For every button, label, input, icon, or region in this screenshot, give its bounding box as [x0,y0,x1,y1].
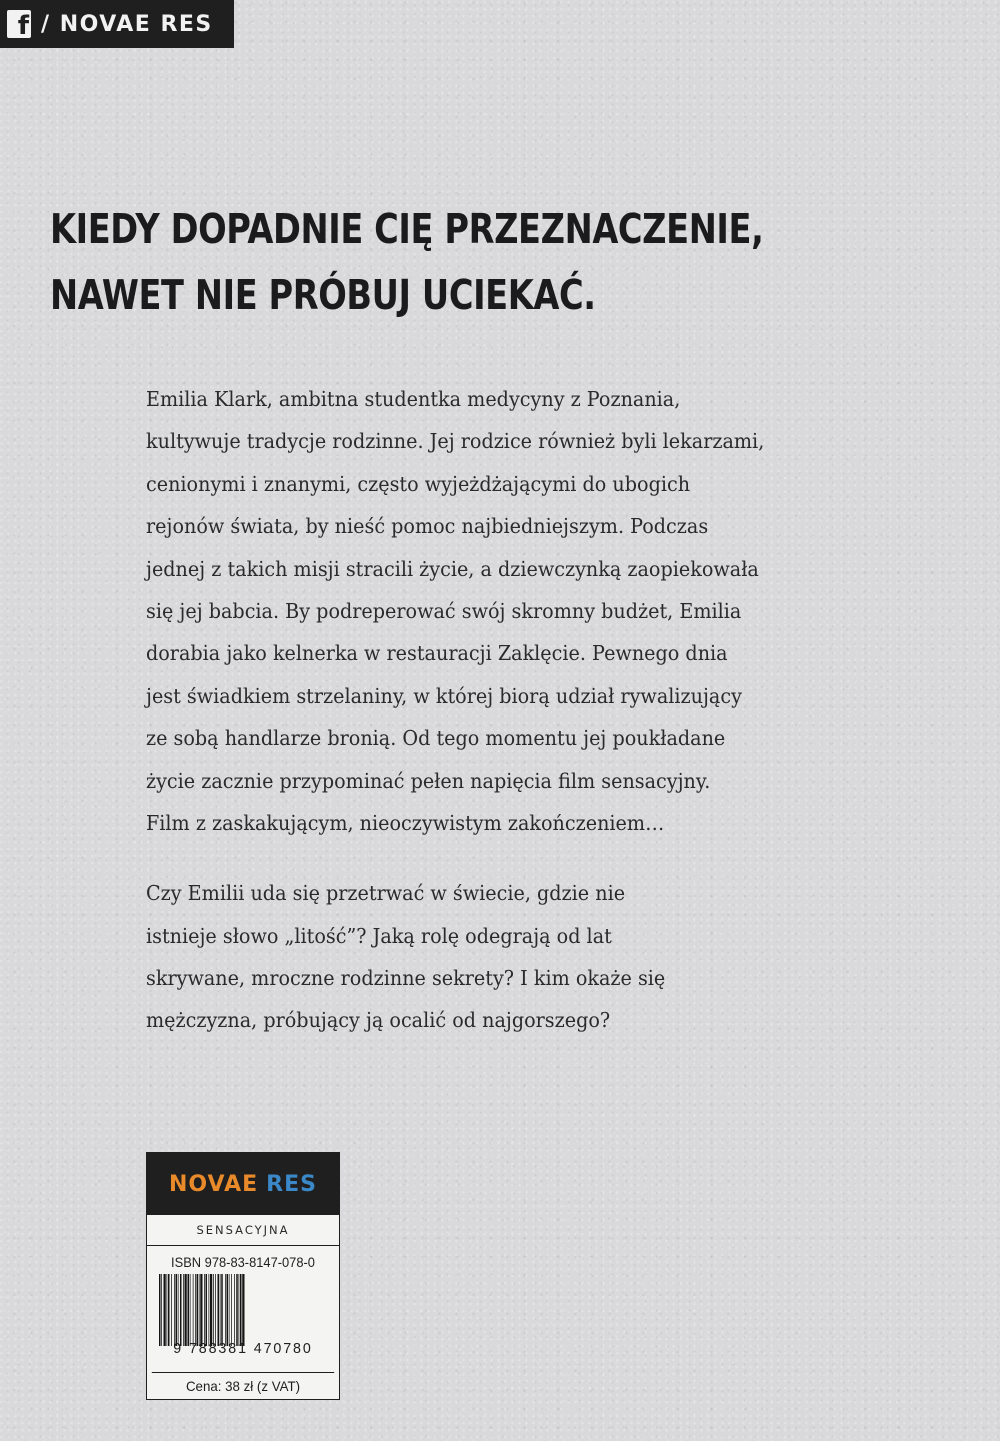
barcode-bar [183,1274,184,1346]
publisher-box [146,1152,340,1400]
barcode-bar [218,1274,220,1346]
barcode-bar [195,1274,196,1346]
barcode-bar [210,1274,212,1346]
barcode-digits: 9 788381 470780 [173,1340,313,1357]
synopsis-line: ze sobą handlarze bronią. Od tego momentu jej poukładane [146,726,726,751]
synopsis-line: rejonów świata, by nieść pomoc najbiedniejszym. Podczas [146,514,709,539]
barcode-bar [206,1274,208,1346]
barcode-bar [178,1274,179,1346]
barcode-bar [174,1274,175,1346]
synopsis-line: istnieje słowo „litość”? Jaką rolę odegrają od lat [146,923,612,948]
barcode-bar [213,1274,214,1346]
synopsis-line: Film z zaskakującym, nieoczywistym zakończeniem… [146,810,665,835]
synopsis-paragraph-1 [146,378,819,844]
barcode-bar [161,1274,162,1346]
barcode-bar [220,1274,221,1346]
headline-line-2: NAWET NIE PRÓBUJ UCIEKAĆ. [50,271,596,319]
barcode-bar [215,1274,216,1346]
barcode-bar [185,1274,187,1346]
barcode-bar [159,1274,161,1346]
publisher-logo-first-word: NOVAE [169,1171,259,1197]
barcode-bar [231,1274,232,1346]
publisher-logo-second-word: RES [266,1171,317,1197]
barcode-bar [240,1274,242,1346]
synopsis-line: mężczyzna, próbujący ją ocalić od najgorszego? [146,1008,611,1033]
barcode-bar [227,1274,229,1346]
barcode-bar [221,1274,223,1346]
barcode-bar [167,1274,168,1346]
barcode-bar [200,1274,202,1346]
barcode-bar [239,1274,240,1346]
price-label: Cena: 38 zł (z VAT) [152,1372,334,1399]
barcode-bar [242,1274,244,1346]
headline [50,196,763,328]
barcode-bar [164,1274,166,1346]
barcode-bar [190,1274,191,1346]
synopsis-line: życie zacznie przypominać pełen napięcia film sensacyjny. [146,768,711,793]
barcode-bar [236,1274,238,1346]
barcode-bar [188,1274,190,1346]
social-tag [0,0,234,48]
barcode-bar [168,1274,170,1346]
barcode-bar [171,1274,172,1346]
synopsis-line: się jej babcia. By podreperować swój skromny budżet, Emilia [146,598,742,623]
barcode-bar [209,1274,210,1346]
headline-line-1: KIEDY DOPADNIE CIĘ PRZEZNACZENIE, [50,205,764,253]
synopsis-line: jednej z takich misji stracili życie, a dziewczynką zaopiekowała [146,556,759,581]
synopsis-line: kultywuje tradycje rodzinne. Jej rodzice również byli lekarzami, [146,429,765,454]
barcode-bar [199,1274,200,1346]
barcode [155,1274,331,1346]
genre-label: SENSACYJNA [147,1215,339,1246]
synopsis-line: dorabia jako kelnerka w restauracji Zaklęcie. Pewnego dnia [146,641,728,666]
barcode-bar [234,1274,235,1346]
synopsis-line: jest świadkiem strzelaniny, w której biorą udział rywalizujący [146,683,742,708]
synopsis-paragraph-2 [146,872,819,1042]
synopsis-line: skrywane, mroczne rodzinne sekrety? I kim okaże się [146,966,666,991]
barcode-bar [225,1274,226,1346]
barcode-bar [204,1274,205,1346]
synopsis-line: Emilia Klark, ambitna studentka medycyny z Poznania, [146,387,681,411]
barcode-bar [176,1274,178,1346]
synopsis [146,378,819,1042]
facebook-icon: f [7,10,31,38]
synopsis-line: Czy Emilii uda się przetrwać w świecie, gdzie nie [146,881,626,906]
barcode-bar [229,1274,230,1346]
synopsis-line: cenionymi i znanymi, często wyjeżdżającymi do ubogich [146,471,691,496]
barcode-bar [193,1274,194,1346]
isbn-text: ISBN 978-83-8147-078-0 [171,1254,315,1270]
barcode-bar [197,1274,199,1346]
barcode-bar [180,1274,182,1346]
social-tag-text: / NOVAE RES [41,11,213,37]
publisher-logo [147,1153,339,1215]
